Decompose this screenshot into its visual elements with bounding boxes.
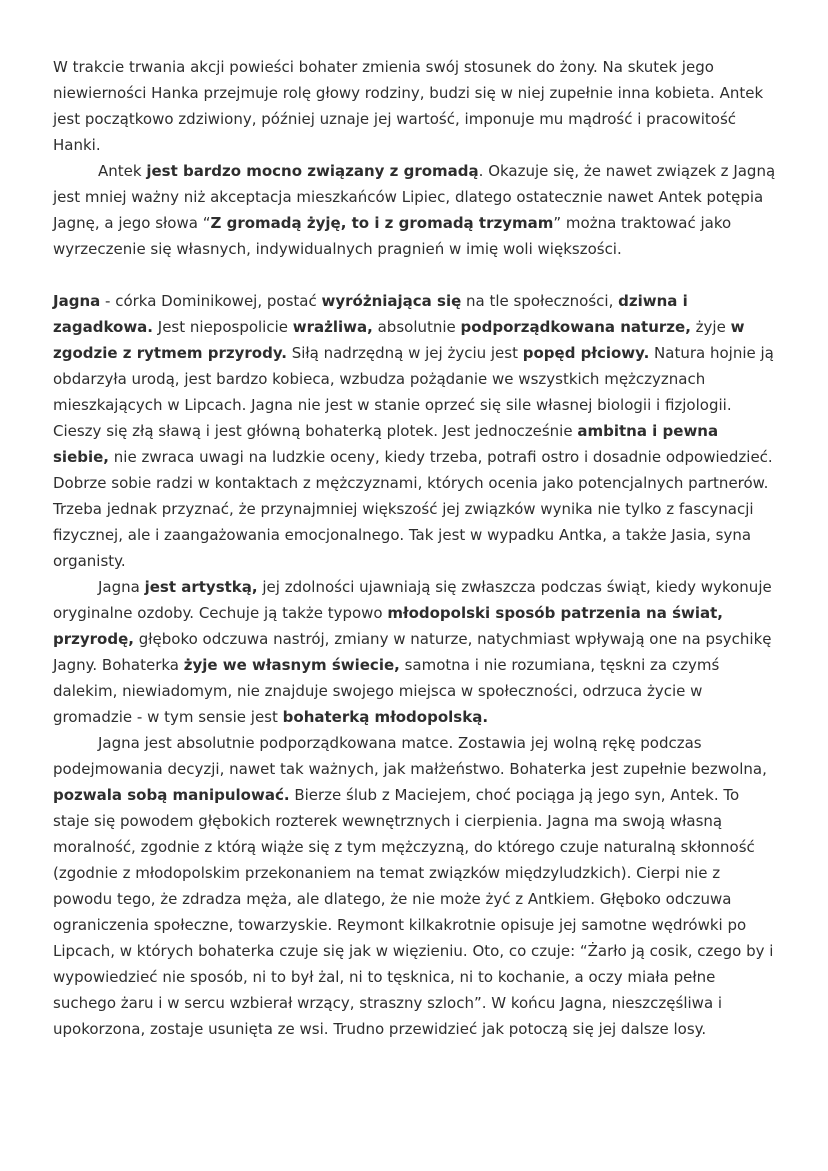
bold-text-run: jest artystką, (144, 578, 258, 596)
text-run: na tle społeczności, (461, 292, 619, 310)
bold-text-run: młodopolski sposób patrzenia na świat, przyrodę, (53, 604, 723, 648)
bold-text-run: żyje we własnym świecie, (183, 656, 400, 674)
bold-text-run: wyróżniająca się (321, 292, 462, 310)
text-run: Bierze ślub z Maciejem, choć pociąga ją jego syn, Antek. To staje się powodem głębokich rozterek wewnętrznych i cierpienia. Jagna ma swoją własną moralność, zgodnie z którą wiąże się z tym mężczyzną, do którego czuje naturalną skłonność (zgodnie z młodopolskim przekonaniem na temat związków międzyludzkich). Cierpi nie z powodu tego, że zdradza męża, ale dlatego, że nie może żyć z Antkiem. Głęboko odczuwa ograniczenia społeczne, towarzyskie. Reymont kilkakrotnie opisuje jej samotne wędrówki po Lipcach, w których bohaterka czuje się jak w więzieniu. Oto, co czuje: “Żarło ją cosik, czego by i wypowiedzieć nie sposób, ni to był żal, ni to tęsknica, ni to kochanie, a oczy miała pełne suchego żaru i w sercu wzbierał wrzący, straszny szloch”. W końcu Jagna, nieszczęśliwa i upokorzona, zostaje usunięta ze wsi. Trudno przewidzieć jak potoczą się jej dalsze losy. (53, 786, 774, 1038)
text-run: nie zwraca uwagi na ludzkie oceny, kiedy trzeba, potrafi ostro i dosadnie odpowiedzieć. Dobrze sobie radzi w kontaktach z mężczyznami, których ocenia jako potencjalnych partnerów. Trzeba jednak przyznać, że przynajmniej większość jej związków wynika nie tylko z fascynacji fizycznej, ale i zaangażowania emocjonalnego. Tak jest w wypadku Antka, a także Jasia, syna organisty. (53, 448, 773, 570)
bold-text-run: wrażliwa, (292, 318, 373, 336)
text-run: Siłą nadrzędną w jej życiu jest (286, 344, 523, 362)
text-run: Jagna jest absolutnie podporządkowana matce. Zostawia jej wolną rękę podczas podejmowania decyzji, nawet tak ważnych, jak małżeństwo. Bohaterka jest zupełnie bezwolna, (53, 734, 767, 778)
bold-text-run: pozwala sobą manipulować. (53, 786, 290, 804)
text-run: żyje (690, 318, 731, 336)
text-run: Jest niepospolicie (153, 318, 293, 336)
text-run: Antek (98, 162, 147, 180)
text-run: absolutnie (372, 318, 461, 336)
bold-text-run: w zgodzie z rytmem przyrody. (53, 318, 745, 362)
bold-text-run: popęd płciowy. (522, 344, 650, 362)
text-run: . Okazuje się, że nawet związek z Jagną jest mniej ważny niż akceptacja mieszkańców Lipiec, dlatego ostatecznie nawet Antek potępia Jagnę, a jego słowa “ (53, 162, 776, 232)
text-run: ” można traktować jako wyrzeczenie się własnych, indywidualnych pragnień w imię woli większości. (53, 214, 732, 258)
text-run: Natura hojnie ją obdarzyła urodą, jest bardzo kobieca, wzbudza pożądanie we wszystkich mężczyznach mieszkających w Lipcach. Jagna nie jest w stanie oprzeć się sile własnej biologii i fizjologii. Cieszy się złą sławą i jest główną bohaterką plotek. Jest jednocześnie (53, 344, 774, 440)
text-run: głęboko odczuwa nastrój, zmiany w naturze, natychmiast wpływają one na psychikę Jagny. Bohaterka (53, 630, 772, 674)
text-run: samotna i nie rozumiana, tęskni za czymś dalekim, niewiadomym, nie znajduje swojego miejsca w społeczności, odrzuca życie w gromadzie - w tym sensie jest (53, 656, 720, 726)
bold-text-run: Z gromadą żyję, to i z gromadą trzymam (210, 214, 554, 232)
paragraph (53, 730, 776, 1042)
bold-text-run: jest bardzo mocno związany z gromadą (146, 162, 479, 180)
text-run: W trakcie trwania akcji powieści bohater zmienia swój stosunek do żony. Na skutek jego niewierności Hanka przejmuje rolę głowy rodziny, budzi się w niej zupełnie inna kobieta. Antek jest początkowo zdziwiony, później uznaje jej wartość, imponuje mu mądrość i pracowitość Hanki. (53, 58, 764, 154)
bold-text-run: bohaterką młodopolską. (282, 708, 489, 726)
text-run: Jagna (98, 578, 145, 596)
paragraph (53, 54, 776, 158)
text-run: jej zdolności ujawniają się zwłaszcza podczas świąt, kiedy wykonuje oryginalne ozdoby. Cechuje ją także typowo (53, 578, 772, 622)
bold-text-run: ambitna i pewna siebie, (53, 422, 719, 466)
paragraph (53, 288, 776, 574)
bold-text-run: Jagna (53, 292, 101, 310)
bold-text-run: podporządkowana naturze, (460, 318, 691, 336)
paragraph (53, 574, 776, 730)
bold-text-run: dziwna i zagadkowa. (53, 292, 688, 336)
text-run: - córka Dominikowej, postać (100, 292, 322, 310)
paragraph (53, 158, 776, 262)
document-content (53, 54, 776, 1042)
